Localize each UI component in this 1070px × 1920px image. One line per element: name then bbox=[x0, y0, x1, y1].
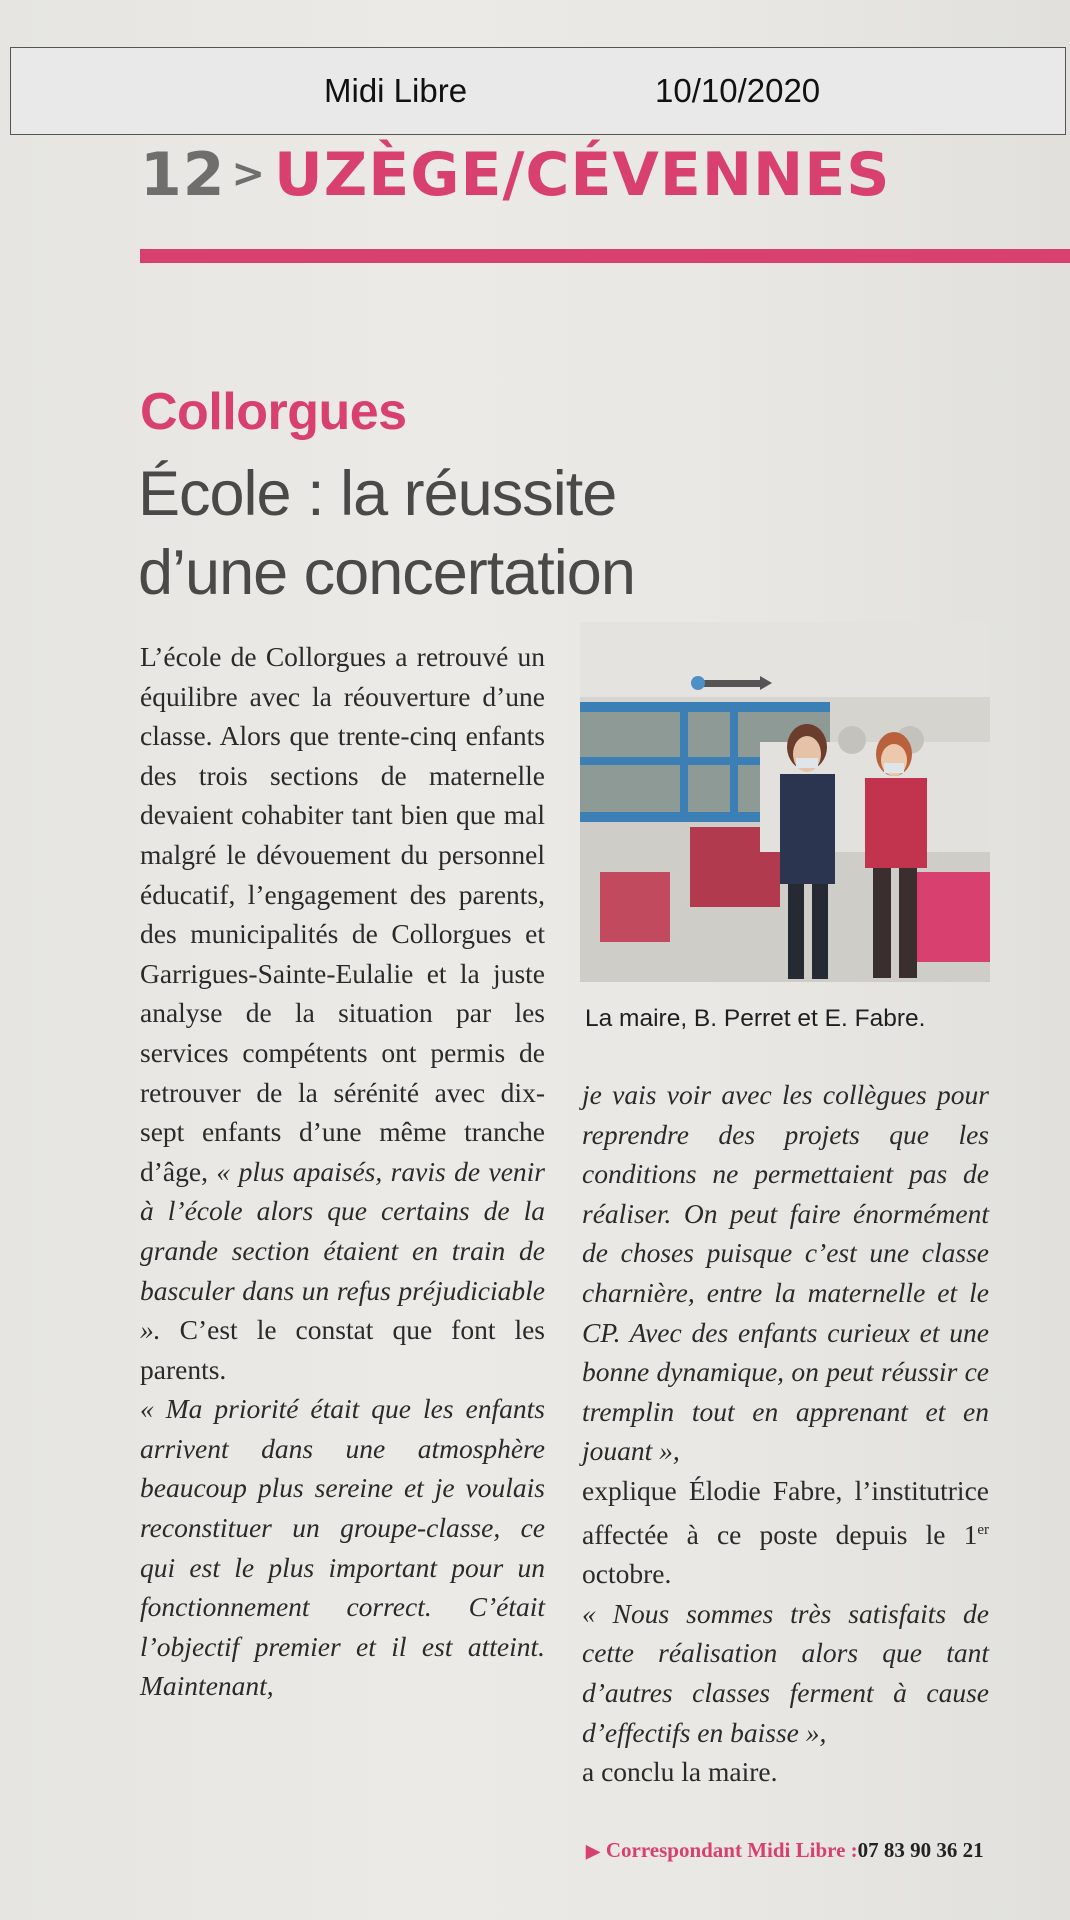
article-column-2 bbox=[582, 1075, 989, 1792]
publication-date: 10/10/2020 bbox=[655, 72, 821, 109]
paragraph-text: explique Élodie Fabre, l’institutrice affectée à ce poste depuis le 1 bbox=[582, 1474, 989, 1550]
credit-phone: 07 83 90 36 21 bbox=[857, 1838, 984, 1862]
section-rubric bbox=[140, 140, 890, 210]
classroom-photo-image bbox=[580, 622, 990, 982]
article-photo bbox=[580, 622, 990, 982]
article-column-1 bbox=[140, 637, 545, 1706]
ordinal-suffix: er bbox=[977, 1521, 989, 1538]
paragraph-text: a conclu la maire. bbox=[582, 1756, 778, 1788]
article-kicker: Collorgues bbox=[140, 383, 407, 441]
publication-name: Midi Libre bbox=[324, 72, 468, 109]
section-title: UZÈGE/CÉVENNES bbox=[274, 140, 891, 210]
clipping-header bbox=[10, 47, 1066, 135]
paragraph bbox=[582, 1471, 989, 1594]
correspondent-credit bbox=[586, 1838, 984, 1863]
section-divider bbox=[140, 249, 1070, 263]
page-number: 12 bbox=[140, 140, 226, 210]
article-headline bbox=[138, 455, 758, 613]
headline-line: École : la réussite bbox=[138, 459, 617, 529]
paragraph-text: octobre. bbox=[582, 1558, 672, 1590]
quote-paragraph: je vais voir avec les collègues pour reprendre des projets que les conditions ne permettaient pas de réaliser. On peut faire énormément de choses puisque c’est une classe charnière, entre la maternelle et le CP. Avec des enfants curieux et une bonne dynamique, on peut réussir ce tremplin tout en apprenant et en jouant », bbox=[582, 1079, 989, 1467]
headline-line: d’une concertation bbox=[138, 538, 635, 608]
chevron-right-icon: > bbox=[231, 151, 267, 197]
credit-label: Correspondant Midi Libre : bbox=[605, 1838, 858, 1862]
quote-text: « plus apaisés, ravis de venir à l’école alors que certains de la grande section étaient en train de basculer dans un refus préjudiciable ». bbox=[140, 1155, 545, 1346]
paragraph bbox=[582, 1594, 989, 1792]
photo-caption: La maire, B. Perret et E. Fabre. bbox=[585, 1005, 926, 1032]
quote-text: « Nous sommes très satisfaits de cette réalisation alors que tant d’autres classes ferment à cause d’effectifs en baisse », bbox=[582, 1597, 989, 1748]
quote-paragraph: « Ma priorité était que les enfants arrivent dans une atmosphère beaucoup plus sereine et je voulais reconstituer un groupe-classe, ce qui est le plus important pour un fonctionnement correct. C’était l’objectif premier et il est atteint. Maintenant, bbox=[140, 1393, 545, 1702]
paragraph-text: C’est le constat que font les parents. bbox=[140, 1314, 546, 1385]
paragraph bbox=[140, 637, 545, 1389]
triangle-right-icon: ▶ bbox=[586, 1841, 600, 1861]
paragraph-text: L’école de Collorgues a retrouvé un équilibre avec la réouverture d’une classe. Alors que trente-cinq enfants des trois sections de maternelle devaient cohabiter tant bien que mal malgré le dévouement du personnel éducatif, l’engagement des parents, des municipalités de Collorgues et Garrigues-Sainte-Eulalie et la juste analyse de la situation par les services compétents ont permis de retrouver de la sérénité avec dix-sept enfants d’une même tranche d’âge, bbox=[140, 641, 545, 1187]
